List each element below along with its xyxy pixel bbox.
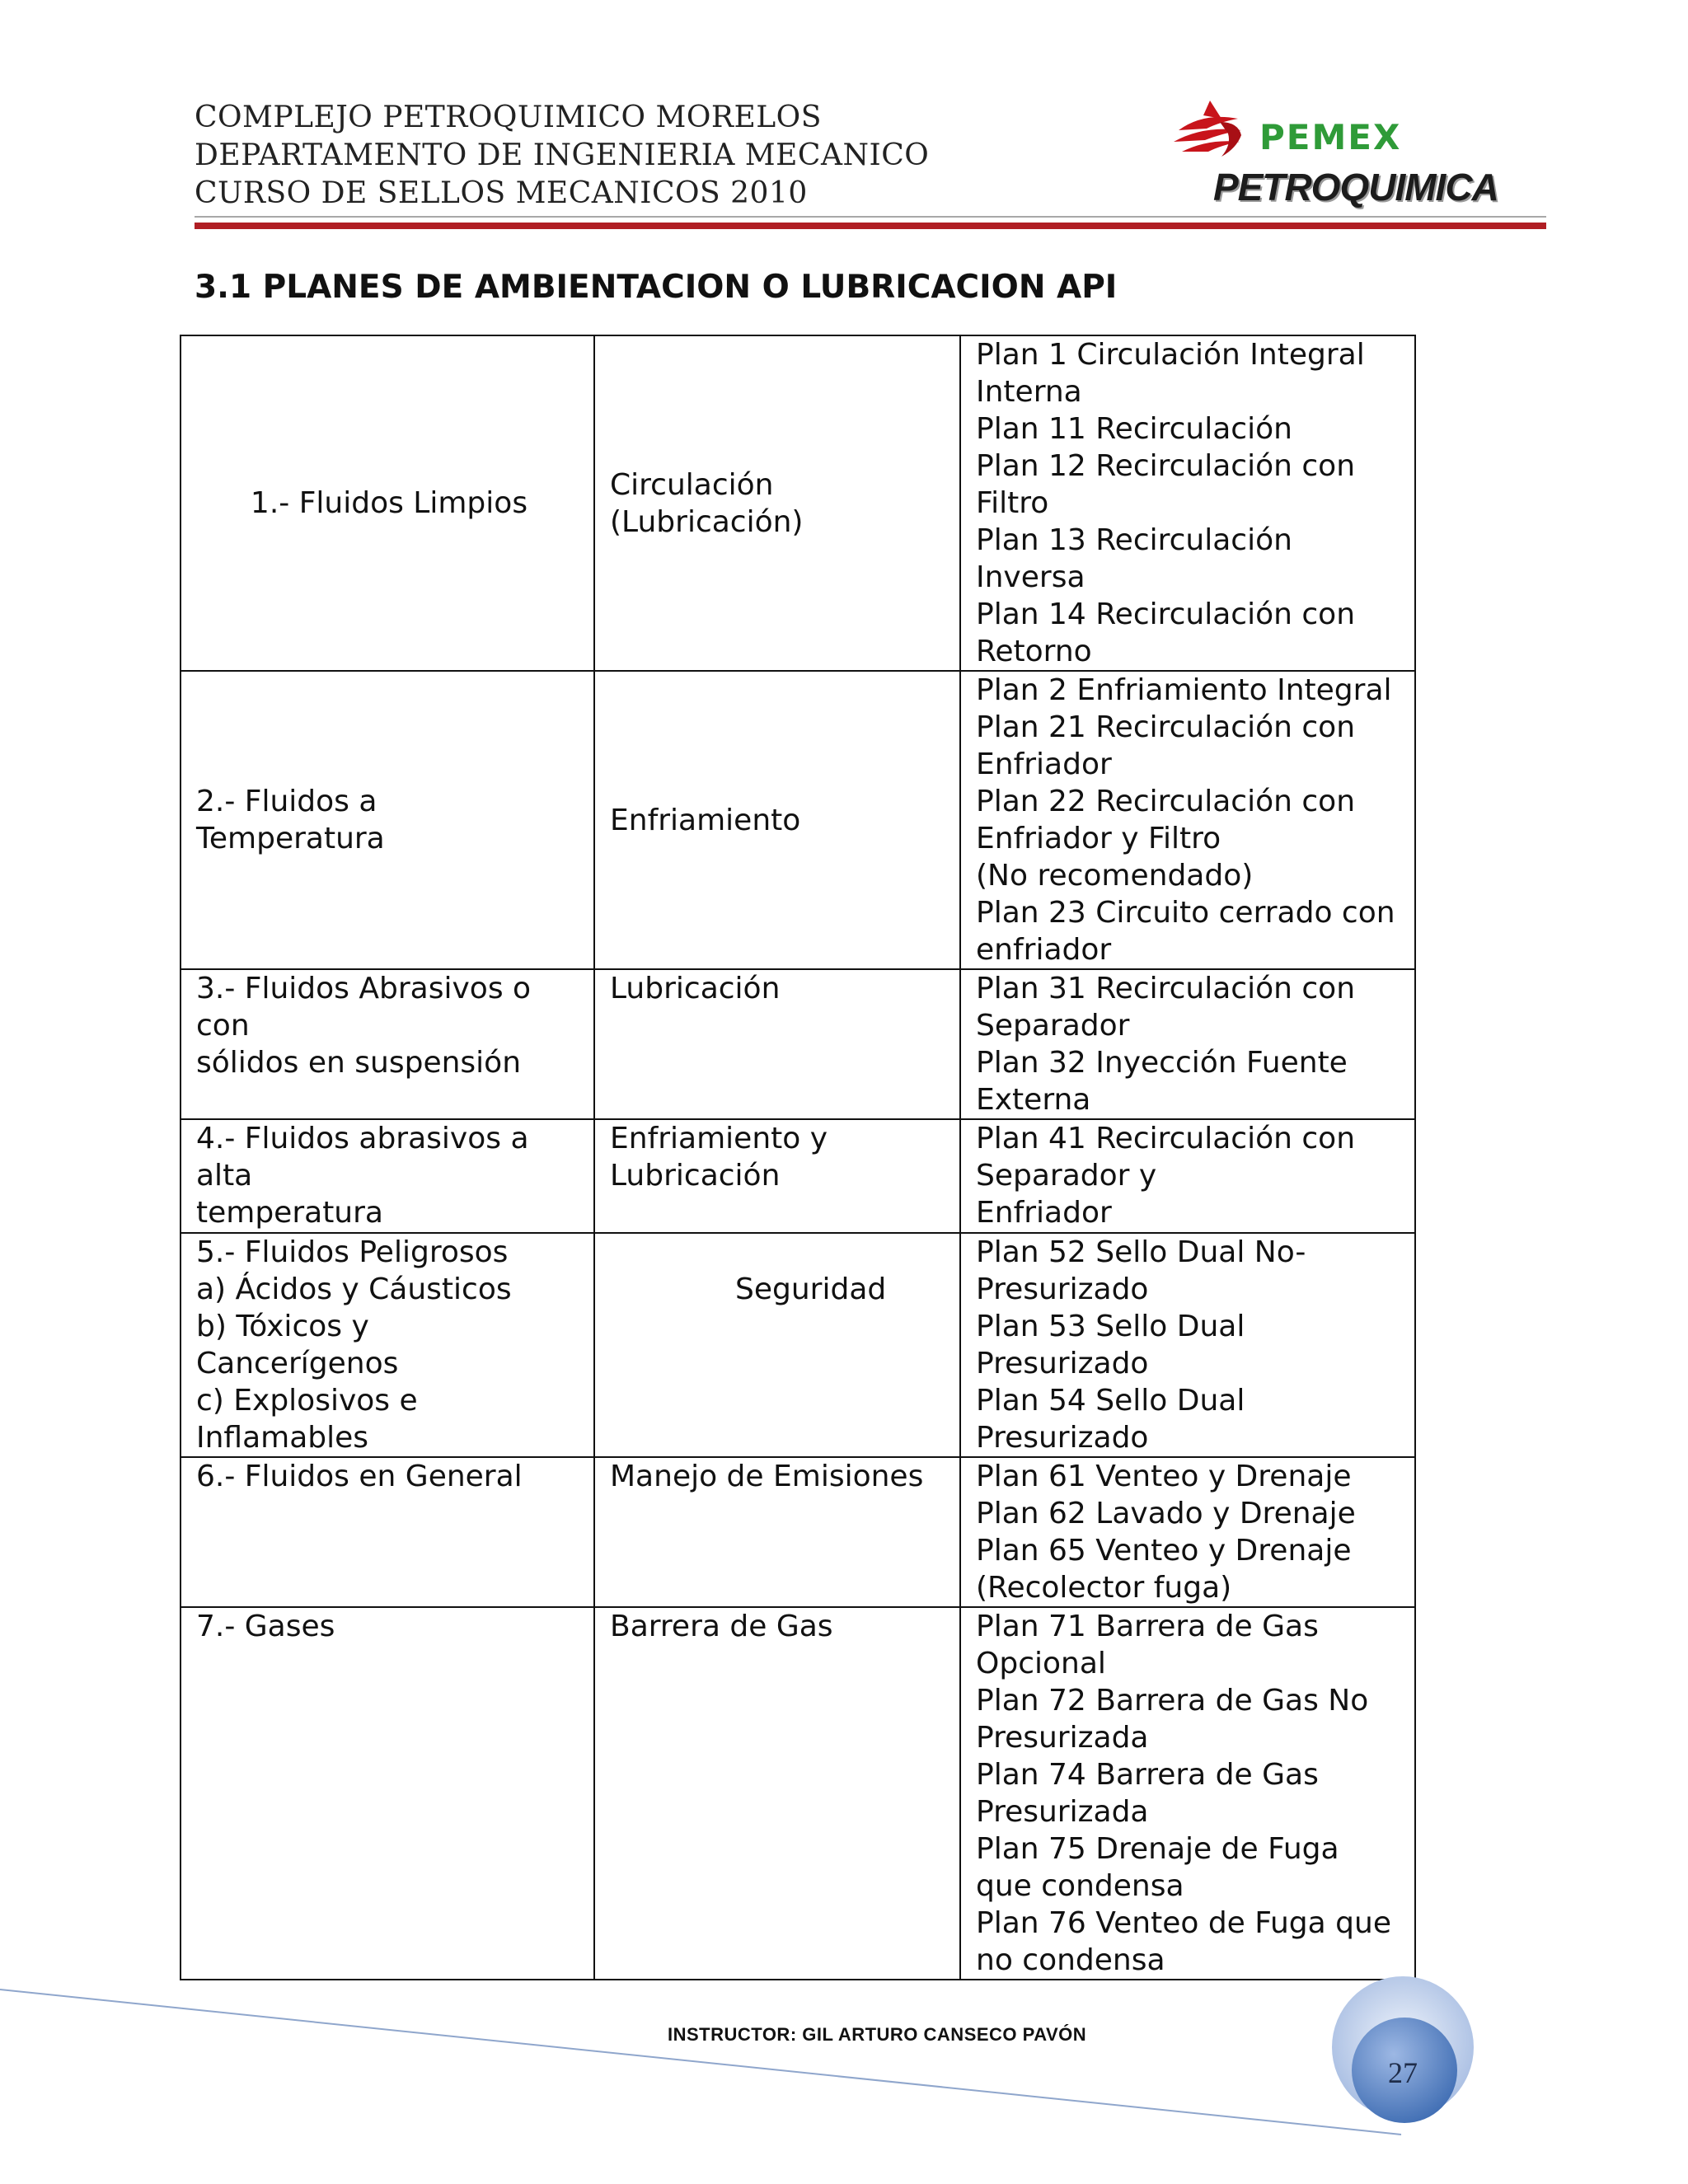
cell-line: a) Ácidos y Cáusticos [196, 1272, 512, 1306]
table-row [181, 671, 1415, 969]
page-number: 27 [1388, 2056, 1418, 2089]
cell-line: Presurizado [976, 1347, 1149, 1380]
cell-line: Plan 52 Sello Dual No- [976, 1235, 1306, 1269]
cell-line: Cancerígenos [196, 1347, 399, 1380]
cell-line: Plan 14 Recirculación con [976, 598, 1356, 631]
cell-line: Plan 71 Barrera de Gas [976, 1610, 1319, 1643]
function-cell [594, 1607, 960, 1980]
cell-line: Plan 31 Recirculación con [976, 972, 1356, 1005]
cell-line: Presurizado [976, 1421, 1149, 1455]
table-row [181, 1233, 1415, 1457]
plans-cell [960, 1119, 1415, 1233]
header-line-institution: COMPLEJO PETROQUIMICO MORELOS [195, 101, 822, 134]
cell-line: que condensa [976, 1869, 1184, 1903]
cell-line: Lubricación [610, 1159, 781, 1193]
cell-line: Plan 61 Venteo y Drenaje [976, 1460, 1352, 1493]
table-row [181, 1119, 1415, 1233]
cell-line: Plan 75 Drenaje de Fuga [976, 1832, 1339, 1866]
cell-line: 4.- Fluidos abrasivos a [196, 1122, 529, 1155]
cell-line: 3.- Fluidos Abrasivos o [196, 972, 532, 1005]
fluid-cell [181, 1233, 594, 1457]
cell-line: con [196, 1009, 250, 1043]
function-cell [594, 1233, 960, 1457]
document-header [195, 99, 929, 213]
function-cell [594, 335, 960, 671]
cell-line: 1.- Fluidos Limpios [250, 486, 528, 520]
cell-line: sólidos en suspensión [196, 1046, 522, 1080]
cell-line: Filtro [976, 486, 1049, 520]
cell-line: Plan 62 Lavado y Drenaje [976, 1497, 1356, 1530]
cell-line: Temperatura [196, 822, 385, 855]
cell-line: Seguridad [735, 1272, 887, 1306]
cell-line: alta [196, 1159, 253, 1193]
header-line-course: CURSO DE SELLOS MECANICOS 2010 [195, 176, 808, 210]
cell-line: Inversa [976, 560, 1085, 594]
plans-cell [960, 335, 1415, 671]
cell-line: Plan 1 Circulación Integral [976, 338, 1365, 372]
cell-line: Separador y [976, 1159, 1157, 1193]
cell-line: Enfriador [976, 748, 1112, 781]
fluid-cell [181, 1119, 594, 1233]
cell-line: 5.- Fluidos Peligrosos [196, 1235, 509, 1269]
cell-line: Plan 2 Enfriamiento Integral [976, 673, 1392, 707]
cell-line: Plan 65 Venteo y Drenaje [976, 1534, 1352, 1568]
cell-line: Plan 76 Venteo de Fuga que [976, 1906, 1391, 1940]
header-line-department: DEPARTAMENTO DE INGENIERIA MECANICO [195, 138, 930, 172]
cell-line: Plan 21 Recirculación con [976, 710, 1356, 744]
cell-line: Inflamables [196, 1421, 369, 1455]
instructor-credit: INSTRUCTOR: GIL ARTURO CANSECO PAVÓN [668, 2024, 1087, 2045]
cell-line: Lubricación [610, 972, 781, 1005]
table-row [181, 969, 1415, 1119]
cell-line: Plan 32 Inyección Fuente [976, 1046, 1348, 1080]
page-number-badge [1329, 1957, 1477, 2138]
cell-line: 6.- Fluidos en General [196, 1460, 523, 1493]
cell-line: 7.- Gases [196, 1610, 335, 1643]
cell-line: Plan 11 Recirculación [976, 412, 1292, 446]
cell-line: Plan 13 Recirculación [976, 523, 1292, 557]
pemex-eagle-icon [1170, 97, 1261, 163]
plans-cell [960, 671, 1415, 969]
cell-line: Enfriamiento y [610, 1122, 828, 1155]
cell-line: (Recolector fuga) [976, 1571, 1232, 1605]
cell-line: Enfriamiento [610, 803, 801, 837]
cell-line: Presurizada [976, 1721, 1149, 1755]
cell-line: Plan 22 Recirculación con [976, 785, 1356, 818]
cell-line: (No recomendado) [976, 859, 1254, 893]
cell-line: Presurizado [976, 1272, 1149, 1306]
cell-line: Enfriador [976, 1196, 1112, 1230]
function-cell [594, 1119, 960, 1233]
plans-cell [960, 1233, 1415, 1457]
pemex-logo [1170, 97, 1498, 213]
cell-line: Barrera de Gas [610, 1610, 833, 1643]
cell-line: b) Tóxicos y [196, 1310, 369, 1343]
cell-line: Plan 74 Barrera de Gas [976, 1758, 1319, 1792]
cell-line: Separador [976, 1009, 1130, 1043]
cell-line: Retorno [976, 635, 1092, 668]
cell-line: Plan 54 Sello Dual [976, 1384, 1245, 1418]
cell-line: Enfriador y Filtro [976, 822, 1221, 855]
cell-line: Plan 72 Barrera de Gas No [976, 1684, 1369, 1718]
pemex-brand-text: PEMEX [1259, 117, 1402, 157]
cell-line: Manejo de Emisiones [610, 1460, 924, 1493]
fluid-cell [181, 969, 594, 1119]
function-cell [594, 671, 960, 969]
table-row [181, 1607, 1415, 1980]
fluid-cell [181, 1457, 594, 1607]
fluid-cell [181, 1607, 594, 1980]
cell-line: Presurizada [976, 1795, 1149, 1829]
petroquimica-text: PETROQUIMICA [1213, 166, 1498, 209]
cell-line: no condensa [976, 1943, 1165, 1977]
function-cell [594, 969, 960, 1119]
cell-line: Plan 41 Recirculación con [976, 1122, 1356, 1155]
header-rule-thin [195, 216, 1546, 218]
function-cell [594, 1457, 960, 1607]
fluid-cell [181, 335, 594, 671]
cell-line: 2.- Fluidos a [196, 785, 377, 818]
plans-cell [960, 1457, 1415, 1607]
table-row [181, 335, 1415, 671]
cell-line: (Lubricación) [610, 504, 804, 539]
cell-line: Opcional [976, 1647, 1106, 1680]
cell-line: enfriador [976, 933, 1112, 967]
header-rule-red [195, 223, 1546, 229]
cell-line: c) Explosivos e [196, 1384, 418, 1418]
plans-cell [960, 1607, 1415, 1980]
cell-line: Plan 53 Sello Dual [976, 1310, 1245, 1343]
cell-line: Interna [976, 375, 1082, 409]
fluid-cell [181, 671, 594, 969]
cell-line: temperatura [196, 1196, 383, 1230]
cell-line: Plan 23 Circuito cerrado con [976, 896, 1395, 930]
cell-line: Plan 12 Recirculación con [976, 449, 1356, 483]
section-title: 3.1 PLANES DE AMBIENTACION O LUBRICACION API [195, 269, 1118, 306]
table-row [181, 1457, 1415, 1607]
api-plans-table [180, 335, 1416, 1980]
plans-cell [960, 969, 1415, 1119]
cell-line: Externa [976, 1083, 1091, 1117]
cell-line: Circulación [610, 467, 774, 502]
